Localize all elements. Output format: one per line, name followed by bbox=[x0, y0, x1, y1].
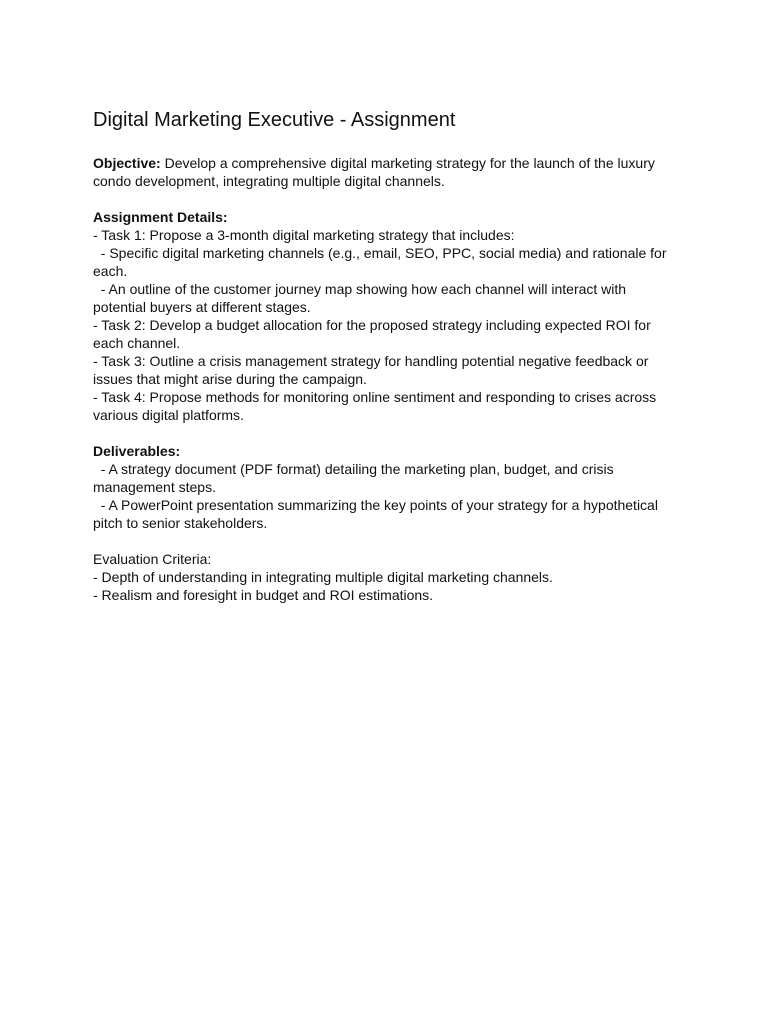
deliverable-line: - A PowerPoint presentation summarizing the key points of your strategy for a hypothetical pitch to senior stakeholders. bbox=[93, 497, 662, 531]
deliverables-section bbox=[93, 442, 673, 532]
evaluation-section bbox=[93, 550, 673, 604]
assignment-line: - Task 1: Propose a 3-month digital marketing strategy that includes: bbox=[93, 227, 515, 243]
document-page bbox=[93, 106, 673, 622]
objective-label: Objective: bbox=[93, 155, 161, 171]
objective-section bbox=[93, 154, 673, 190]
assignment-line: - Task 3: Outline a crisis management strategy for handling potential negative feedback or issues that might arise during the campaign. bbox=[93, 353, 653, 387]
assignment-line: - An outline of the customer journey map showing how each channel will interact with potential buyers at different stages. bbox=[93, 281, 630, 315]
assignment-line: - Task 4: Propose methods for monitoring online sentiment and responding to crises across various digital platforms. bbox=[93, 389, 661, 423]
evaluation-heading: Evaluation Criteria: bbox=[93, 551, 212, 567]
assignment-details-section bbox=[93, 208, 673, 424]
document-title: Digital Marketing Executive - Assignment bbox=[93, 109, 456, 131]
assignment-details-heading: Assignment Details: bbox=[93, 209, 228, 225]
assignment-line: - Specific digital marketing channels (e.g., email, SEO, PPC, social media) and rationale for each. bbox=[93, 245, 671, 279]
objective-paragraph bbox=[93, 154, 673, 190]
objective-text: Develop a comprehensive digital marketing strategy for the launch of the luxury condo development, integrating multiple digital channels. bbox=[93, 155, 655, 189]
deliverables-heading: Deliverables: bbox=[93, 443, 181, 459]
evaluation-line: - Depth of understanding in integrating multiple digital marketing channels. bbox=[93, 569, 553, 585]
evaluation-line: - Realism and foresight in budget and ROI estimations. bbox=[93, 587, 434, 603]
deliverable-line: - A strategy document (PDF format) detailing the marketing plan, budget, and crisis management steps. bbox=[93, 461, 618, 495]
assignment-line: - Task 2: Develop a budget allocation for the proposed strategy including expected ROI for each channel. bbox=[93, 317, 655, 351]
